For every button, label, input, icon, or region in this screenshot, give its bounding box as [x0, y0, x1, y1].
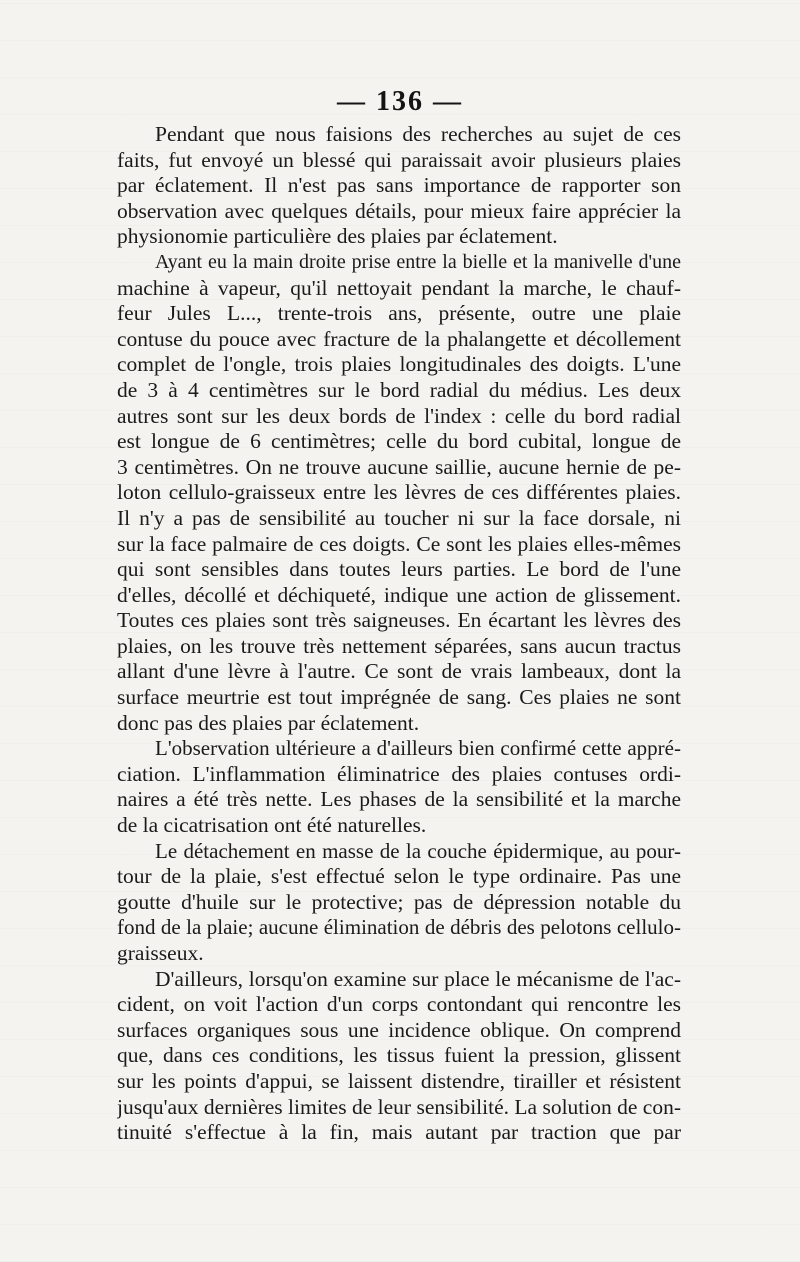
text-line: D'ailleurs, lorsqu'on examine sur place le mécanisme de l'ac-	[155, 966, 681, 991]
text-line: Pendant que nous faisions des recherches au sujet de ces	[155, 122, 681, 146]
text-line: ciation. L'inflammation éliminatrice des plaies contuses ordi-	[117, 761, 681, 786]
text-line: machine à vapeur, qu'il nettoyait pendant la marche, le chauf-	[117, 275, 681, 300]
text-line: jusqu'aux dernières limites de leur sensibilité. La solution de con-	[117, 1094, 681, 1119]
text-line: faits, fut envoyé un blessé qui paraissait avoir plusieurs plaies	[117, 147, 681, 172]
text-line: complet de l'ongle, trois plaies longitudinales des doigts. L'une	[117, 352, 681, 377]
body-text	[117, 122, 681, 1146]
text-line: surface meurtrie est tout imprégnée de sang. Ces plaies ne sont	[117, 685, 681, 710]
text-line: Toutes ces plaies sont très saigneuses. En écartant les lèvres des	[117, 608, 681, 633]
text-line: sur les points d'appui, se laissent distendre, tirailler et résistent	[117, 1068, 681, 1093]
text-line: allant d'une lèvre à l'autre. Ce sont de vrais lambeaux, dont la	[117, 659, 681, 684]
text-line: L'observation ultérieure a d'ailleurs bien confirmé cette appré-	[155, 736, 681, 761]
text-line: loton cellulo-graisseux entre les lèvres de ces différentes plaies.	[117, 480, 681, 505]
text-line: Le détachement en masse de la couche épidermique, au pour-	[155, 838, 681, 863]
text-line: feur Jules L..., trente-trois ans, présente, outre une plaie	[117, 301, 681, 326]
text-line: graisseux.	[117, 941, 204, 965]
text-line: qui sont sensibles dans toutes leurs parties. Le bord de l'une	[117, 557, 681, 582]
text-line: 3 centimètres. On ne trouve aucune saillie, aucune hernie de pe-	[117, 454, 681, 479]
page-number: — 136 —	[337, 86, 463, 117]
text-line: autres sont sur les deux bords de l'index : celle du bord radial	[117, 403, 681, 428]
text-line: que, dans ces conditions, les tissus fuient la pression, glissent	[117, 1043, 681, 1068]
text-line: physionomie particulière des plaies par éclatement.	[117, 224, 558, 249]
text-line: Il n'y a pas de sensibilité au toucher ni sur la face dorsale, ni	[117, 505, 681, 530]
text-line: est longue de 6 centimètres; celle du bord cubital, longue de	[117, 429, 681, 454]
text-line: surfaces organiques sous une incidence oblique. On comprend	[117, 1017, 681, 1042]
text-line: de 3 à 4 centimètres sur le bord radial du médius. Les deux	[117, 377, 681, 402]
text-line: naires a été très nette. Les phases de la sensibilité et la marche	[117, 787, 681, 812]
text-line: goutte d'huile sur le protective; pas de dépression notable du	[117, 889, 681, 914]
text-line: contuse du pouce avec fracture de la phalangette et décollement	[117, 326, 681, 351]
text-line: tinuité s'effectue à la fin, mais autant par traction que par	[117, 1120, 681, 1145]
text-line: cident, on voit l'action d'un corps contondant qui rencontre les	[117, 992, 681, 1017]
text-line: d'elles, décollé et déchiqueté, indique une action de glissement.	[117, 582, 681, 607]
text-line: de la cicatrisation ont été naturelles.	[117, 813, 427, 838]
text-line: Ayant eu la main droite prise entre la bielle et la manivelle d'une	[155, 250, 681, 273]
text-line: fond de la plaie; aucune élimination de débris des pelotons cellulo-	[117, 915, 681, 940]
text-line: plaies, on les trouve très nettement séparées, sans aucun tractus	[117, 633, 681, 658]
text-line: donc pas des plaies par éclatement.	[117, 710, 420, 735]
text-line: sur la face palmaire de ces doigts. Ce sont les plaies elles-mêmes	[117, 531, 681, 556]
text-line: tour de la plaie, s'est effectué selon le type ordinaire. Pas une	[117, 864, 681, 889]
text-line: observation avec quelques détails, pour mieux faire apprécier la	[117, 198, 681, 223]
text-line: par éclatement. Il n'est pas sans importance de rapporter son	[117, 173, 681, 198]
